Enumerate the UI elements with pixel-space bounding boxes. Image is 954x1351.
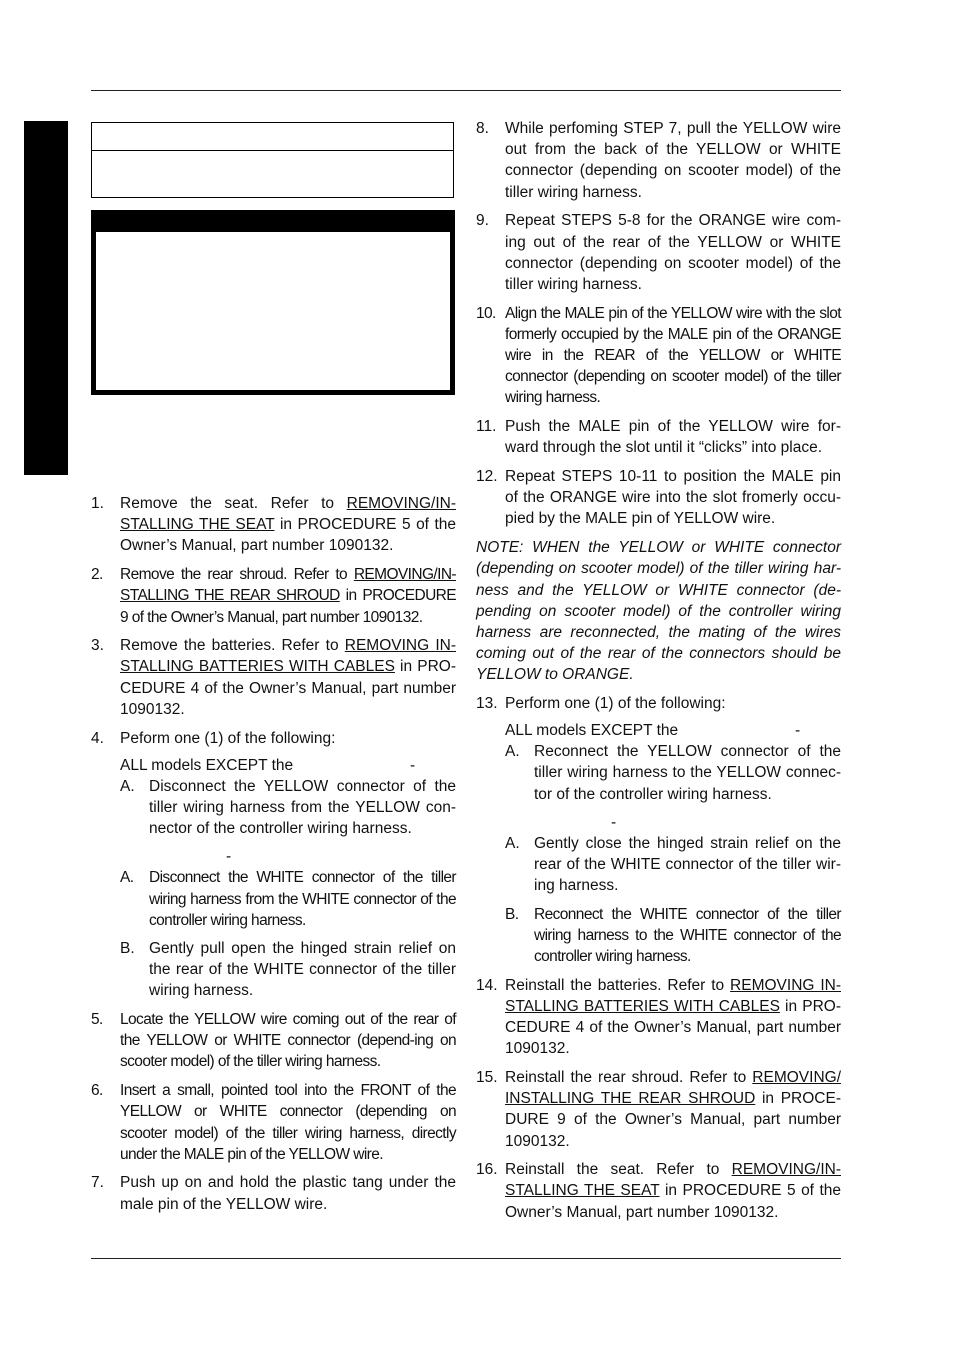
substep [120,867,456,931]
step-5 [91,1009,456,1073]
substep-text: Gently close the hinged strain relief on the rear of the WHITE connector of the tiller wir-ing harness. [534,834,841,895]
substep-letter: B. [505,905,519,923]
manual-reference-link[interactable]: REMOVING/IN-STALLING THE REAR SHROUD [120,566,456,605]
step-text: Reinstall the seat. Refer to [505,1161,732,1179]
step-text: Repeat STEPS 10-11 to position the MALE pin of the ORANGE wire into the slot fromerly occu-pied by the MALE pin of YELLOW wire. [505,468,841,528]
step-1 [91,493,456,557]
step-number: 13. [476,695,498,713]
step-text: in PRO-CEDURE 4 of the Owner’s Manual, part number 1090132. [120,658,456,718]
step-text: Remove the rear shroud. Refer to [120,566,354,584]
footer-rule [91,1258,841,1259]
step-number: 10. [476,304,496,322]
substep-text: Reconnect the WHITE connector of the tiller wiring harness to the WHITE connector of the controller wiring harness. [534,905,841,965]
left-column [91,493,456,1222]
step-number: 3. [91,637,104,655]
step-text: Remove the batteries. Refer to [120,637,345,655]
step-text: Align the MALE pin of the YELLOW wire with the slot formerly occupied by the MALE pin of the ORANGE wire in the REAR of the YELLOW or WHITE connector (depending on scooter model) of the tiller wiring harness. [505,304,841,407]
step-text: in PROCEDURE 5 of the Owner’s Manual, part number 1090132. [505,1182,841,1221]
substep-text: Disconnect the YELLOW connector of the tiller wiring harness from the YELLOW con-nector of the controller wiring harness. [149,777,456,838]
step-number: 16. [476,1161,498,1179]
step-text: in PROCEDURE 5 of the Owner’s Manual, part number 1090132. [120,516,456,555]
substep-text: Reconnect the YELLOW connector of the tiller wiring harness to the YELLOW connec-tor of the controller wiring harness. [534,743,841,803]
manual-reference-link[interactable]: REMOVING/ INSTALLING THE REAR SHROUD [505,1068,841,1108]
step-text: Push up on and hold the plastic tang under the male pin of the YELLOW wire. [120,1174,456,1213]
substep-text: Gently pull open the hinged strain relief on the rear of the WHITE connector of the tiller wiring harness. [149,939,456,1000]
step-number: 8. [476,120,489,137]
step-10 [476,303,841,409]
step-4 [91,728,456,1002]
step-8 [476,118,841,203]
step-3 [91,635,456,720]
step-text: Peform one (1) of the following: [120,729,336,747]
step-6 [91,1080,456,1165]
right-column [476,118,841,1230]
heading-box-divider [92,150,453,151]
model-name-dash: - [611,813,617,831]
header-rule [91,90,841,91]
step-text: Repeat STEPS 5-8 for the ORANGE wire com-ing out of the rear of the YELLOW or WHITE connector (depending on scooter model) of the tiller wiring harness. [505,212,841,293]
step-text: in PRO-CEDURE 4 of the Owner’s Manual, part number 1090132. [505,997,841,1058]
step-number: 14. [476,976,498,994]
substep [120,776,456,840]
step-11 [476,416,841,458]
step-number: 2. [91,566,103,584]
step-text: Locate the YELLOW wire coming out of the rear of the YELLOW or WHITE connector (depend-ing on scooter model) of the tiller wiring harness. [120,1011,456,1071]
note-text: NOTE: WHEN the YELLOW or WHITE connector (depending on scooter model) of the tiller wiring har-ness and the YELLOW or WHITE connector (de-pending on scooter model) of the controller wiring harness are reconnected, the mating of the wires coming out of the rear of the connectors should be YELLOW to ORANGE. [476,539,841,684]
step-number: 5. [91,1011,103,1029]
step-number: 6. [91,1082,103,1100]
step-number: 12. [476,468,498,486]
model-name-dash: - [226,848,232,866]
step-text: Remove the seat. Refer to [120,495,347,512]
warning-box [91,210,455,395]
substep [505,833,841,897]
model-name-dash: - [410,756,416,774]
step-number: 1. [91,495,104,512]
substep [505,904,841,968]
substep [120,938,456,1002]
substep-letter: A. [120,869,134,887]
step-14 [476,975,841,1060]
model-group-label: ALL models EXCEPT the [505,722,679,740]
step-number: 7. [91,1174,104,1192]
step-number: 15. [476,1068,498,1086]
step-text: Reinstall the batteries. Refer to [505,976,731,994]
manual-reference-link[interactable]: REMOVING IN-STALLING BATTERIES WITH CABLES [505,976,841,1015]
step-number: 9. [476,212,489,230]
substep-letter: A. [505,834,520,852]
substep-text: Disconnect the WHITE connector of the tiller wiring harness from the WHITE connector of the controller wiring harness. [149,869,456,929]
section-side-tab [24,121,68,475]
model-group-head [505,812,841,833]
substep-letter: A. [120,777,135,795]
step-text: in PROCEDURE 9 of the Owner’s Manual, part number 1090132. [120,587,457,626]
step-15 [476,1067,841,1152]
model-group-head [505,720,841,741]
warning-box-body [96,232,450,390]
substep [505,741,841,805]
step-text: Reinstall the rear shroud. Refer to [505,1068,753,1086]
step-text: While perfoming STEP 7, pull the YELLOW wire out from the back of the YELLOW or WHITE connector (depending on scooter model) of the tiller wiring harness. [505,120,841,201]
step-16 [476,1159,841,1223]
model-name-dash: - [795,722,801,740]
substep-letter: A. [505,743,520,761]
model-group-head [120,846,456,867]
step-9 [476,210,841,295]
manual-reference-link[interactable]: REMOVING/IN-STALLING THE SEAT [120,495,456,534]
step-7 [91,1172,456,1214]
substep-letter: B. [120,939,135,957]
step-text: Insert a small, pointed tool into the FRONT of the YELLOW or WHITE connector (depending on scooter model) of the tiller wiring harness, directly under the MALE pin of the YELLOW wire. [120,1082,456,1163]
step-text: Push the MALE pin of the YELLOW wire for-ward through the slot until it “clicks” into place. [505,418,841,457]
step-text: in PROCE-DURE 9 of the Owner’s Manual, part number 1090132. [505,1090,841,1150]
manual-reference-link[interactable]: REMOVING/IN-STALLING THE SEAT [505,1161,841,1200]
heading-box [91,122,454,198]
step-number: 11. [476,418,497,436]
step-13 [476,693,841,967]
step-12 [476,466,841,530]
model-group-head [120,755,456,776]
step-number: 4. [91,729,104,747]
model-group-label: ALL models EXCEPT the [120,756,294,774]
step-text: Perform one (1) of the following: [505,695,726,713]
step-2 [91,564,456,628]
manual-reference-link[interactable]: REMOVING IN-STALLING BATTERIES WITH CABLES [120,637,456,676]
